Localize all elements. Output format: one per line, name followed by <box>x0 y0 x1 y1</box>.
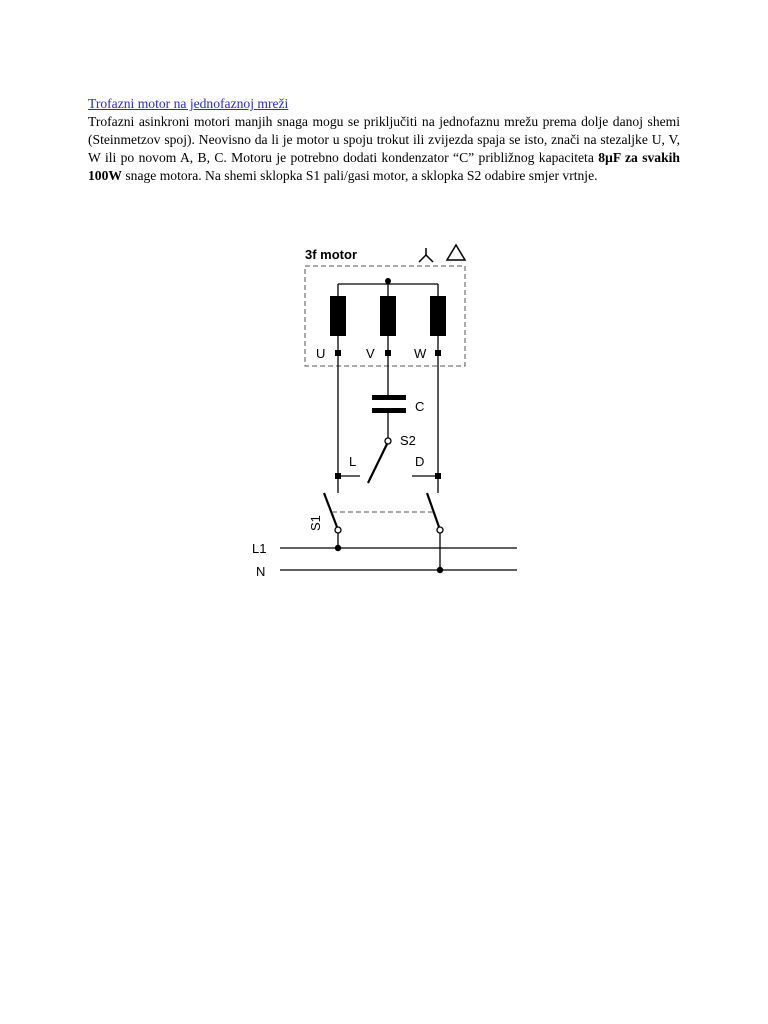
switch-s1-pivot-left <box>335 527 341 533</box>
line-n-label: N <box>256 564 266 579</box>
position-l-label: L <box>349 454 357 469</box>
winding-u <box>330 296 346 336</box>
terminal-w <box>435 350 441 356</box>
star-symbol-icon <box>419 248 433 262</box>
paragraph-bold-text: 8µF za svakih 100W <box>88 150 680 183</box>
capacitor-plate-bottom <box>372 408 406 413</box>
capacitor-label: C <box>415 399 425 414</box>
switch-s1-blade-right <box>427 493 439 527</box>
switch-s2-blade <box>368 444 387 483</box>
terminal-w-label: W <box>414 346 427 361</box>
winding-w <box>430 296 446 336</box>
winding-v <box>380 296 396 336</box>
motor-label: 3f motor <box>305 247 357 262</box>
switch-s2-label: S2 <box>400 433 416 448</box>
terminal-u <box>335 350 341 356</box>
switch-s1-label: S1 <box>308 515 323 531</box>
capacitor-plate-top <box>372 395 406 400</box>
delta-symbol-icon <box>447 245 465 260</box>
terminal-u-label: U <box>316 346 326 361</box>
switch-s2-pivot <box>385 438 391 444</box>
switch-s1-pivot-right <box>437 527 443 533</box>
n-junction-node <box>437 567 443 573</box>
terminal-v <box>385 350 391 356</box>
title-link[interactable]: Trofazni motor na jednofaznoj mreži <box>88 96 289 111</box>
contact-l-node <box>335 473 341 479</box>
paragraph-text-2: snage motora. Na shemi sklopka S1 pali/gasi motor, a sklopka S2 odabire smjer vrtnje. <box>121 168 598 183</box>
paragraph-text-1: Trofazni asinkroni motori manjih snaga mogu se priključiti na jednofaznu mrežu prema dolje danoj shemi (Steinmetzov spoj). Neovisno da li je motor u spoju trokut ili zvijezda spaja se isto, znači na stezaljke U, V, W ili po novom A, B, C. Motoru je potrebno dodati kondenzator “C” približnog kapaciteta <box>88 114 680 165</box>
l1-junction-node <box>335 545 341 551</box>
contact-d-node <box>435 473 441 479</box>
terminal-v-label: V <box>366 346 375 361</box>
switch-s1-blade-left <box>324 493 337 527</box>
position-d-label: D <box>415 454 425 469</box>
line-l1-label: L1 <box>252 541 267 556</box>
star-point-node <box>385 278 391 284</box>
